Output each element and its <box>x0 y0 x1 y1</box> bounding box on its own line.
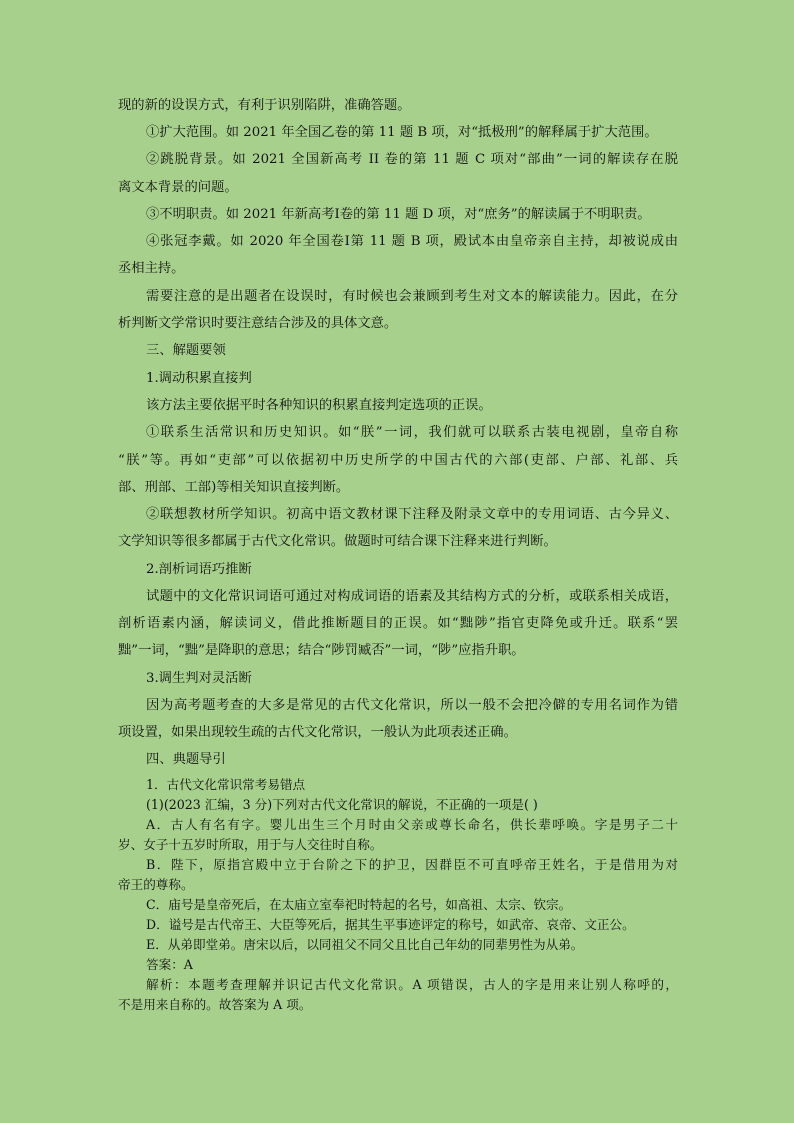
subsection-heading: 3.调生判对灵活断 <box>146 671 252 686</box>
question-heading: 1．古代文化常识常考易错点 <box>146 777 306 792</box>
option-a: A．古人有名有字。婴儿出生三个月时由父亲或尊长命名，供长辈呼唤。字是男子二十 <box>146 817 678 832</box>
text-line: ②跳脱背景。如 2021 全国新高考 II 卷的第 11 题 C 项对“部曲”一词的解读存在脱 <box>146 152 678 167</box>
text-line: ④张冠李戴。如 2020 年全国卷Ⅰ第 11 题 B 项，殿试本由皇帝亲自主持，却被说成由 <box>146 234 678 249</box>
text-line: 黜”一词，“黜”是降职的意思；结合“陟罚臧否”一词，“陟”应指升职。 <box>118 643 525 658</box>
option-d: D．谥号是古代帝王、大臣等死后，据其生平事迹评定的称号，如武帝、哀帝、文正公。 <box>146 917 635 932</box>
text-line: ➀联系生活常识和历史知识。如“朕”一词，我们就可以联系古装电视剧，皇帝自称 <box>146 425 678 440</box>
text-line: 现的新的设误方式，有利于识别陷阱，准确答题。 <box>118 98 411 113</box>
text-line: ③不明职责。如 2021 年新高考Ⅰ卷的第 11 题 D 项，对“庶务”的解读属于不明职责。 <box>146 207 651 222</box>
text-line: ①扩大范围。如 2021 年全国乙卷的第 11 题 B 项，对“抵极刑”的解释属于扩大范围。 <box>146 125 658 140</box>
question-stem: (1)(2023 汇编，3 分)下列对古代文化常识的解说，不正确的一项是( ) <box>146 797 538 812</box>
text-line: 丞相主持。 <box>118 261 185 276</box>
text-line: ➁联想教材所学知识。初高中语文教材课下注释及附录文章中的专用词语、古今异义、 <box>146 507 678 522</box>
section-heading: 四、典题导引 <box>146 752 226 767</box>
text-line: 该方法主要依据平时各种知识的积累直接判定选项的正误。 <box>146 398 492 413</box>
text-line: 析判断文学常识时要注意结合涉及的具体文意。 <box>118 316 398 331</box>
text-line: 因为高考题考查的大多是常见的古代文化常识，所以一般不会把冷僻的专用名词作为错 <box>146 698 678 713</box>
text-line: 需要注意的是出题者在设误时，有时候也会兼顾到考生对文本的解读能力。因此，在分 <box>146 289 678 304</box>
text-line: 文学知识等很多都属于古代文化常识。做题时可结合课下注释来进行判断。 <box>118 534 557 549</box>
option-a-cont: 岁、女子十五岁时所取，用于与人交往时自称。 <box>118 837 383 852</box>
text-line: 试题中的文化常识词语可通过对构成词语的语素及其结构方式的分析，或联系相关成语， <box>146 589 678 604</box>
text-line: 部、刑部、工部)等相关知识直接判断。 <box>118 480 350 495</box>
explanation: 解析：本题考查理解并识记古代文化常识。A 项错误，古人的字是用来让别人称呼的， <box>146 977 678 992</box>
option-b: B．陛下，原指宫殿中立于台阶之下的护卫，因群臣不可直呼帝王姓名，于是借用为对 <box>146 857 678 872</box>
text-line: 离文本背景的问题。 <box>118 180 238 195</box>
subsection-heading: 2.剖析词语巧推断 <box>146 562 252 577</box>
text-line: 剖析语素内涵，解读词义，借此推断题目的正误。如“黜陟”指官吏降免或升迁。联系“罢 <box>118 616 678 631</box>
explanation-cont: 不是用来自称的。故答案为 A 项。 <box>118 997 312 1012</box>
section-heading: 三、解题要领 <box>146 343 226 358</box>
option-e: E．从弟即堂弟。唐宋以后，以同祖父不同父且比自己年幼的同辈男性为从弟。 <box>146 937 584 952</box>
subsection-heading: 1.调动积累直接判 <box>146 371 252 386</box>
answer: 答案：A <box>146 957 193 972</box>
option-c: C．庙号是皇帝死后，在太庙立室奉祀时特起的名号，如高祖、太宗、钦宗。 <box>146 897 572 912</box>
text-line: 项设置，如果出现较生疏的古代文化常识，一般认为此项表述正确。 <box>118 725 517 740</box>
text-line: “朕”等。再如“吏部”可以依据初中历史所学的中国古代的六部(吏部、户部、礼部、兵 <box>118 453 678 468</box>
option-b-cont: 帝王的尊称。 <box>118 877 194 892</box>
